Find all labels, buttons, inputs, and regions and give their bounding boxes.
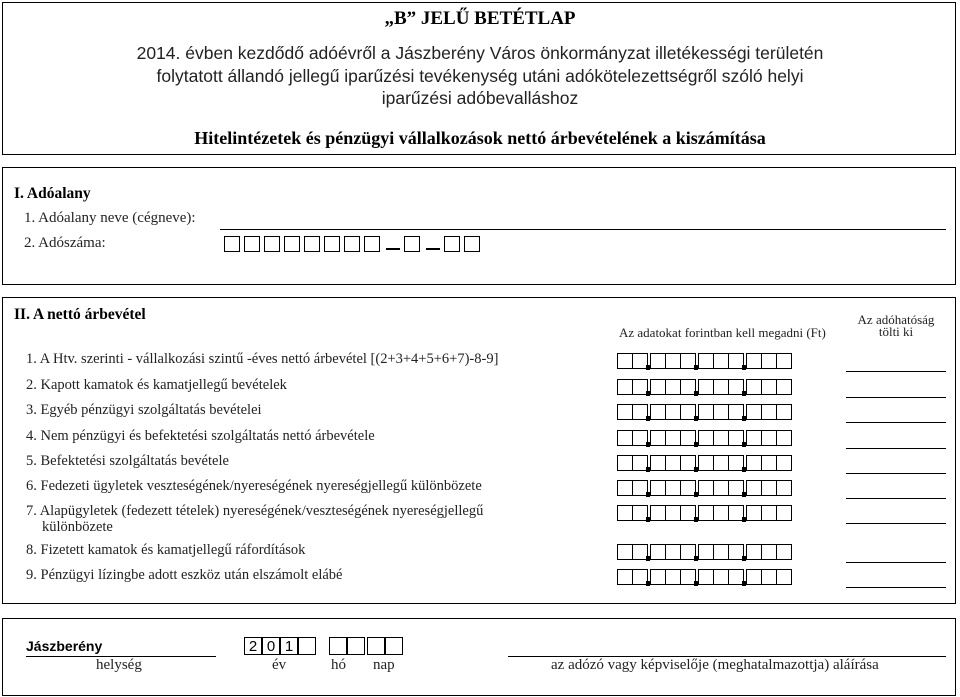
month-label: hó — [331, 657, 346, 673]
authority-field — [846, 473, 946, 474]
amount-digit-cell[interactable] — [713, 404, 729, 420]
day-label: nap — [373, 657, 395, 673]
year-label: év — [272, 657, 287, 673]
amount-digit-cell[interactable] — [650, 404, 666, 420]
amount-digit-cell[interactable] — [665, 569, 681, 585]
date-digit-cell[interactable] — [347, 637, 365, 655]
authority-field — [846, 422, 946, 423]
revenue-row-label: 3. Egyéb pénzügyi szolgáltatás bevételei — [26, 402, 262, 418]
tax-number-digit[interactable] — [244, 236, 260, 252]
amount-digit-cell[interactable] — [746, 404, 762, 420]
tax-number-digit[interactable] — [304, 236, 320, 252]
authority-field — [846, 397, 946, 398]
authority-field — [846, 448, 946, 449]
revenue-row-label: 5. Befektetési szolgáltatás bevétele — [26, 453, 229, 469]
intro-line-3: iparűzési adóbevalláshoz — [381, 88, 579, 108]
amount-digit-cell[interactable] — [761, 404, 777, 420]
amount-digit-cell[interactable] — [698, 379, 714, 395]
tax-number-digit[interactable] — [284, 236, 300, 252]
amount-digit-cell[interactable] — [776, 353, 792, 369]
amount-digit-cell[interactable] — [713, 505, 729, 521]
amount-digit-cell[interactable] — [617, 480, 633, 496]
amount-digit-cell[interactable] — [713, 544, 729, 560]
amount-digit-cell[interactable] — [761, 455, 777, 471]
amount-digit-cell[interactable] — [776, 544, 792, 560]
amount-digit-cell[interactable] — [650, 569, 666, 585]
amount-digit-cell[interactable] — [776, 480, 792, 496]
amount-digit-cell[interactable] — [761, 430, 777, 446]
signature-label: az adózó vagy képviselője (meghatalmazottja) aláírása — [551, 657, 879, 673]
place-value[interactable]: Jászberény — [26, 638, 103, 654]
amount-digit-cell[interactable] — [776, 404, 792, 420]
amount-digit-cell[interactable] — [698, 430, 714, 446]
revenue-row-label: 1. A Htv. szerinti - vállalkozási szintű -éves nettó árbevétel [(2+3+4+5+6+7)-8-9] — [26, 351, 499, 367]
form-title: „B” JELŰ BETÉTLAP — [384, 8, 576, 29]
amount-digit-cell[interactable] — [698, 353, 714, 369]
tax-number-digit[interactable] — [264, 236, 280, 252]
amount-digit-cell[interactable] — [746, 505, 762, 521]
amount-digit-cell[interactable] — [665, 430, 681, 446]
amount-digit-cell[interactable] — [761, 379, 777, 395]
amount-digit-cell[interactable] — [713, 480, 729, 496]
intro-line-1: 2014. évben kezdődő adóévről a Jászberény Város önkormányzat illetékességi területén — [136, 43, 824, 63]
amount-digit-cell[interactable] — [713, 569, 729, 585]
amount-digit-cell[interactable] — [761, 505, 777, 521]
authority-field — [846, 587, 946, 588]
amount-digit-cell[interactable] — [617, 404, 633, 420]
taxpayer-name-label: 1. Adóalany neve (cégneve): — [24, 210, 196, 226]
amount-digit-cell[interactable] — [650, 379, 666, 395]
amount-digit-cell[interactable] — [650, 353, 666, 369]
amount-digit-cell[interactable] — [746, 569, 762, 585]
amount-digit-cell[interactable] — [617, 569, 633, 585]
tax-number-digit[interactable] — [404, 236, 420, 252]
date-digit-cell[interactable] — [385, 637, 403, 655]
amount-digit-cell[interactable] — [698, 505, 714, 521]
tax-number-digit[interactable] — [444, 236, 460, 252]
authority-field — [846, 498, 946, 499]
amount-digit-cell[interactable] — [665, 505, 681, 521]
amount-digit-cell[interactable] — [665, 353, 681, 369]
amount-digit-cell[interactable] — [746, 379, 762, 395]
amount-digit-cell[interactable] — [698, 569, 714, 585]
authority-field — [846, 523, 946, 524]
date-digit-cell[interactable] — [298, 637, 316, 655]
date-digit-cell[interactable]: 0 — [262, 637, 280, 655]
tax-number-digit[interactable] — [224, 236, 240, 252]
amount-digit-cell[interactable] — [713, 353, 729, 369]
section-2-title: II. A nettó árbevétel — [14, 306, 146, 323]
amount-digit-cell[interactable] — [761, 480, 777, 496]
tax-number-digit[interactable] — [344, 236, 360, 252]
date-digit-cell[interactable] — [329, 637, 347, 655]
amount-digit-cell[interactable] — [665, 455, 681, 471]
amount-digit-cell[interactable] — [698, 455, 714, 471]
form-subtitle: Hitelintézetek és pénzügyi vállalkozások nettó árbevételének a kiszámítása — [194, 128, 766, 148]
amount-digit-cell[interactable] — [650, 505, 666, 521]
amount-digit-cell[interactable] — [746, 353, 762, 369]
amount-digit-cell[interactable] — [650, 455, 666, 471]
date-digit-cell[interactable]: 2 — [244, 637, 262, 655]
amount-digit-cell[interactable] — [713, 455, 729, 471]
amount-digit-cell[interactable] — [617, 379, 633, 395]
date-digit-cell[interactable]: 1 — [280, 637, 298, 655]
amount-digit-cell[interactable] — [713, 379, 729, 395]
amount-digit-cell[interactable] — [776, 430, 792, 446]
amount-digit-cell[interactable] — [650, 430, 666, 446]
amount-digit-cell[interactable] — [617, 430, 633, 446]
tax-number-digit[interactable] — [364, 236, 380, 252]
revenue-row-label: 9. Pénzügyi lízingbe adott eszköz után elszámolt elábé — [26, 567, 343, 583]
amount-digit-cell[interactable] — [776, 379, 792, 395]
amount-digit-cell[interactable] — [776, 455, 792, 471]
amount-digit-cell[interactable] — [665, 404, 681, 420]
revenue-row-label-continuation: különbözete — [42, 519, 113, 535]
amount-digit-cell[interactable] — [761, 569, 777, 585]
amount-digit-cell[interactable] — [650, 480, 666, 496]
date-digit-cell[interactable] — [367, 637, 385, 655]
amount-digit-cell[interactable] — [746, 544, 762, 560]
amount-digit-cell[interactable] — [761, 353, 777, 369]
authority-field — [846, 371, 946, 372]
amount-digit-cell[interactable] — [617, 505, 633, 521]
authority-note-line-2: tölti ki — [878, 324, 914, 339]
amount-digit-cell[interactable] — [665, 379, 681, 395]
currency-note: Az adatokat forintban kell megadni (Ft) — [619, 325, 826, 340]
amount-digit-cell[interactable] — [761, 544, 777, 560]
revenue-row-label: 8. Fizetett kamatok és kamatjellegű ráfordítások — [26, 542, 306, 558]
amount-digit-cell[interactable] — [617, 544, 633, 560]
amount-digit-cell[interactable] — [776, 569, 792, 585]
tax-number-digit[interactable] — [464, 236, 480, 252]
tax-number-label: 2. Adószáma: — [24, 235, 106, 251]
section-1-title: I. Adóalany — [14, 185, 91, 202]
place-label: helység — [96, 657, 142, 673]
authority-note-line-1: Az adóhatóság — [857, 312, 935, 327]
amount-digit-cell[interactable] — [746, 430, 762, 446]
revenue-row-label: 2. Kapott kamatok és kamatjellegű bevételek — [26, 377, 287, 393]
intro-line-2: folytatott állandó jellegű iparűzési tevékenység utáni adókötelezettségről szóló helyi — [156, 66, 804, 86]
authority-field — [846, 562, 946, 563]
taxpayer-name-field[interactable] — [220, 229, 946, 230]
revenue-row-label: 7. Alapügyletek (fedezett tételek) nyereségének/veszteségének nyereségjellegű — [26, 503, 484, 519]
revenue-row-label: 6. Fedezeti ügyletek veszteségének/nyereségének nyereségjellegű különbözete — [26, 478, 482, 494]
amount-digit-cell[interactable] — [698, 480, 714, 496]
amount-digit-cell[interactable] — [698, 404, 714, 420]
amount-digit-cell[interactable] — [713, 430, 729, 446]
tax-number-digit[interactable] — [324, 236, 340, 252]
amount-digit-cell[interactable] — [776, 505, 792, 521]
amount-digit-cell[interactable] — [698, 544, 714, 560]
tax-number-separator — [386, 248, 400, 250]
amount-digit-cell[interactable] — [617, 455, 633, 471]
amount-digit-cell[interactable] — [650, 544, 666, 560]
amount-digit-cell[interactable] — [665, 544, 681, 560]
tax-number-separator — [426, 248, 440, 250]
revenue-row-label: 4. Nem pénzügyi és befektetési szolgáltatás nettó árbevétele — [26, 428, 375, 444]
amount-digit-cell[interactable] — [746, 455, 762, 471]
amount-digit-cell[interactable] — [665, 480, 681, 496]
amount-digit-cell[interactable] — [617, 353, 633, 369]
amount-digit-cell[interactable] — [746, 480, 762, 496]
